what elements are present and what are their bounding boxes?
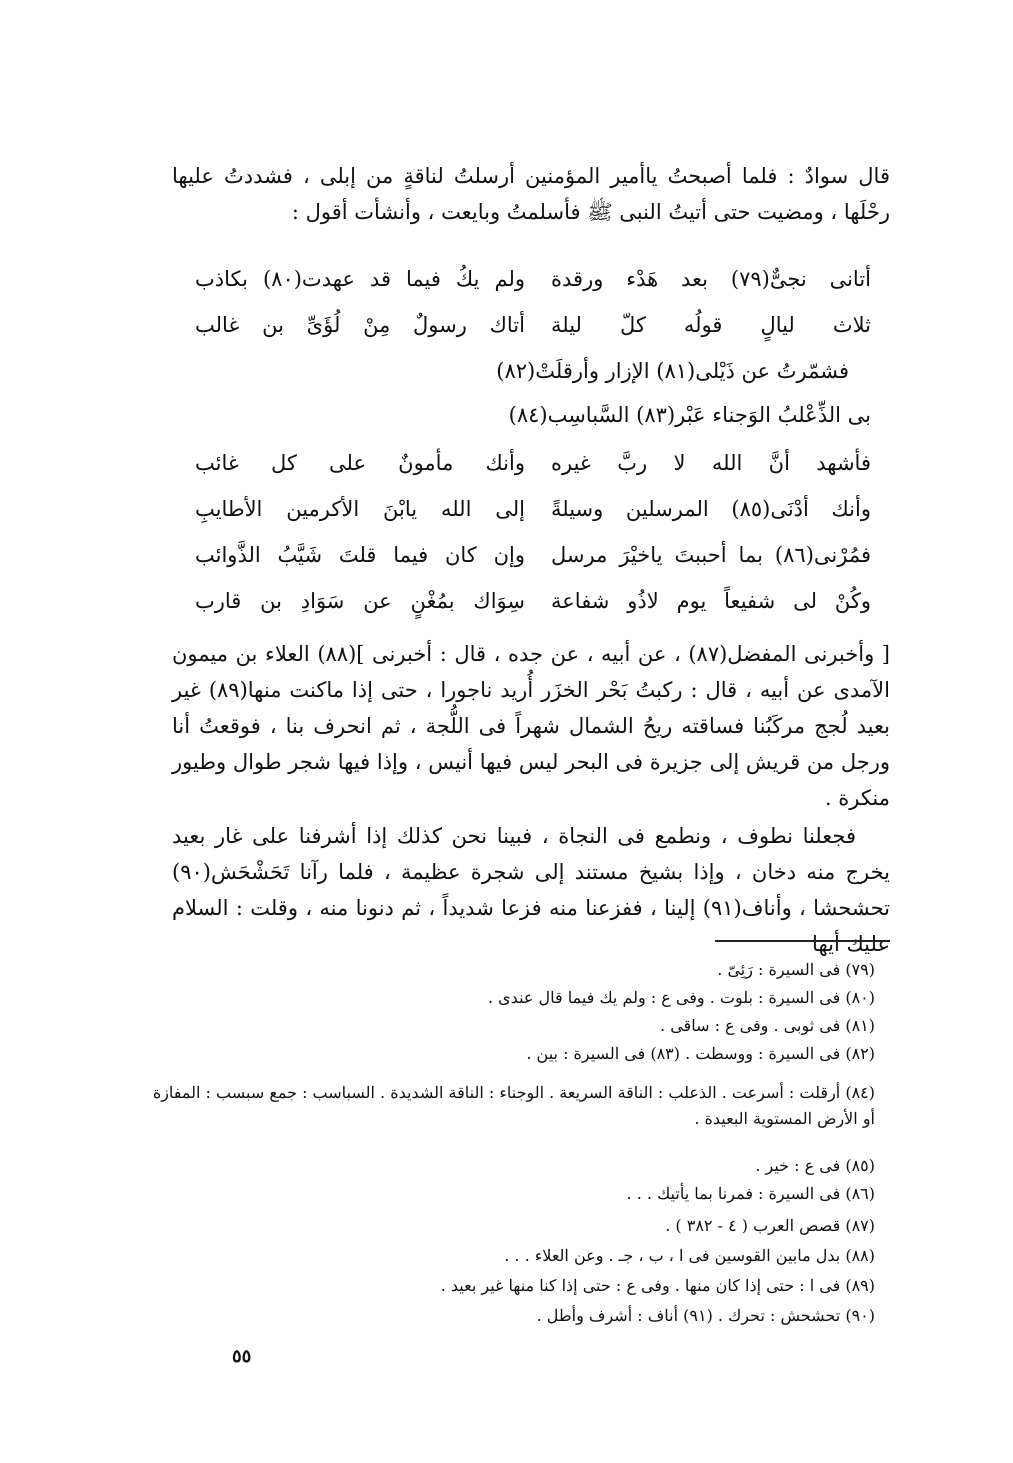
verse-first-hemistich: فمُرْنى(٨٦) بما أحببتَ ياخيْرَ مرسل [551, 543, 871, 567]
verse-full-line: فشمّرتُ عن ذَيْلى(٨١) الإزار وأرقلَتْ(٨٢) [496, 359, 849, 383]
verse-first-hemistich: وأنك أدْنَى(٨٥) المرسلين وسيلةً [551, 497, 871, 521]
footnote: (٨٠) فى السيرة : بلوت . وفى ع : ولم يك فيما قال عندى . [487, 988, 875, 1007]
verse-first-hemistich: ثلاث ليالٍ قولُه كلّ ليلة [551, 313, 871, 337]
verse-first-hemistich: وكُنْ لى شفيعاً يوم لاذُو شفاعة [551, 589, 871, 613]
footnote: (٨٢) فى السيرة : ووسطت . (٨٣) فى السيرة : بين . [526, 1044, 875, 1063]
footnote: (٨٨) بدل مابين القوسين فى ا ، ب ، جـ . وعن العلاء . . . [504, 1246, 875, 1265]
verse-line [195, 533, 871, 577]
verse-line [195, 257, 871, 301]
verse-line [195, 487, 871, 531]
verse-line [195, 441, 871, 485]
verse-second-hemistich: أتاك رسولٌ مِنْ لُؤَىِّ بن غالب [195, 313, 525, 337]
footnote: (٨١) فى ثوبى . وفى ع : ساقى . [660, 1016, 875, 1035]
page-number: ٥٥ [232, 1346, 252, 1367]
verse-second-hemistich: ولم يكُ فيما قد عهدت(٨٠) بكاذب [195, 267, 525, 291]
footnote-divider [715, 940, 890, 942]
verse-line [330, 349, 849, 393]
verse-line [195, 579, 871, 623]
verse-second-hemistich: إلى الله يابْنَ الأكرمين الأطايبِ [195, 497, 525, 521]
footnote: (٨٦) فى السيرة : فمرنا بما يأتيك . . . [626, 1184, 875, 1203]
footnote: (٨٥) فى ع : خير . [755, 1156, 875, 1175]
intro-paragraph: قال سوادٌ : فلما أصبحتُ ياأمير المؤمنين أرسلتُ لناقةٍ من إبلى ، فشددتُ عليها رحْلَها ، ومضيت حتى أتيتُ النبى ﷺ فأسلمتُ وبايعت ، وأنشأت أقول : [172, 164, 890, 224]
footnote: (٨٩) فى ا : حتى إذا كان منها . وفى ع : حتى إذا كنا منها غير بعيد . [440, 1276, 875, 1295]
verse-first-hemistich: أتانى نجىٌّ(٧٩) بعد هَدْء ورقدة [551, 267, 871, 291]
footnote: (٧٩) فى السيرة : رَئِىّ . [717, 960, 875, 979]
verse-second-hemistich: وأنك مأمونٌ على كل غائب [195, 451, 525, 475]
verse-line [195, 393, 871, 437]
verse-full-line: بى الذِّعْلبُ الوَجناء عَبْر(٨٣) السَّباسِب(٨٤) [508, 403, 871, 427]
footnote: (٨٧) قصص العرب ( ٤ - ٣٨٢ ) . [665, 1216, 875, 1235]
paragraph-2: [ وأخبرنى المفضل(٨٧) ، عن أبيه ، عن جده ، قال : أخبرنى ](٨٨) العلاء بن ميمون الآمدى عن أبيه ، قال : ركبتُ بَحْر الخزَر أُريد ناجورا ، حتى إذا ماكنت منها(٨٩) غير بعيد لُجج مركَبُنا فساقته ريحُ الشمال شهراً فى اللُّجة ، ثم انحرف بنا ، فوقعتُ أنا ورجل من قريش إلى جزيرة فى البحر ليس فيها أنيس ، وإذا فيها شجر طوال وطيور منكرة . [172, 642, 890, 810]
paragraph-3: فجعلنا نطوف ، ونطمع فى النجاة ، فبينا نحن كذلك إذا أشرفنا على غار بعيد يخرج منه دخان ، وإذا بشيخ مستند إلى شجرة عظيمة ، فلما رآنا تَحَشْحَش(٩٠) تحشحشا ، وأناف(٩١) إلينا ، ففزعنا منه فزعا شديداً ، ثم دنونا منه ، وقلت : السلام عليك أيها [172, 824, 890, 956]
footnote: (٨٤) أرقلت : أسرعت . الذعلب : الناقة السريعة . الوجناء : الناقة الشديدة . السباسب : جمع سبسب : المفازة أو الأرض المستوية البعيدة . [152, 1083, 875, 1128]
footnote: (٩٠) تحشحش : تحرك . (٩١) أناف : أشرف وأطل . [536, 1306, 875, 1325]
verse-second-hemistich: سِوَاك بمُغْنٍ عن سَوَادِ بن قارب [195, 589, 525, 613]
verse-first-hemistich: فأشهد أنَّ الله لا ربَّ غيره [551, 451, 871, 475]
verse-line [195, 303, 871, 347]
verse-second-hemistich: وإن كان فيما قلتَ شَيَّبُ الذَّوائب [195, 543, 525, 567]
